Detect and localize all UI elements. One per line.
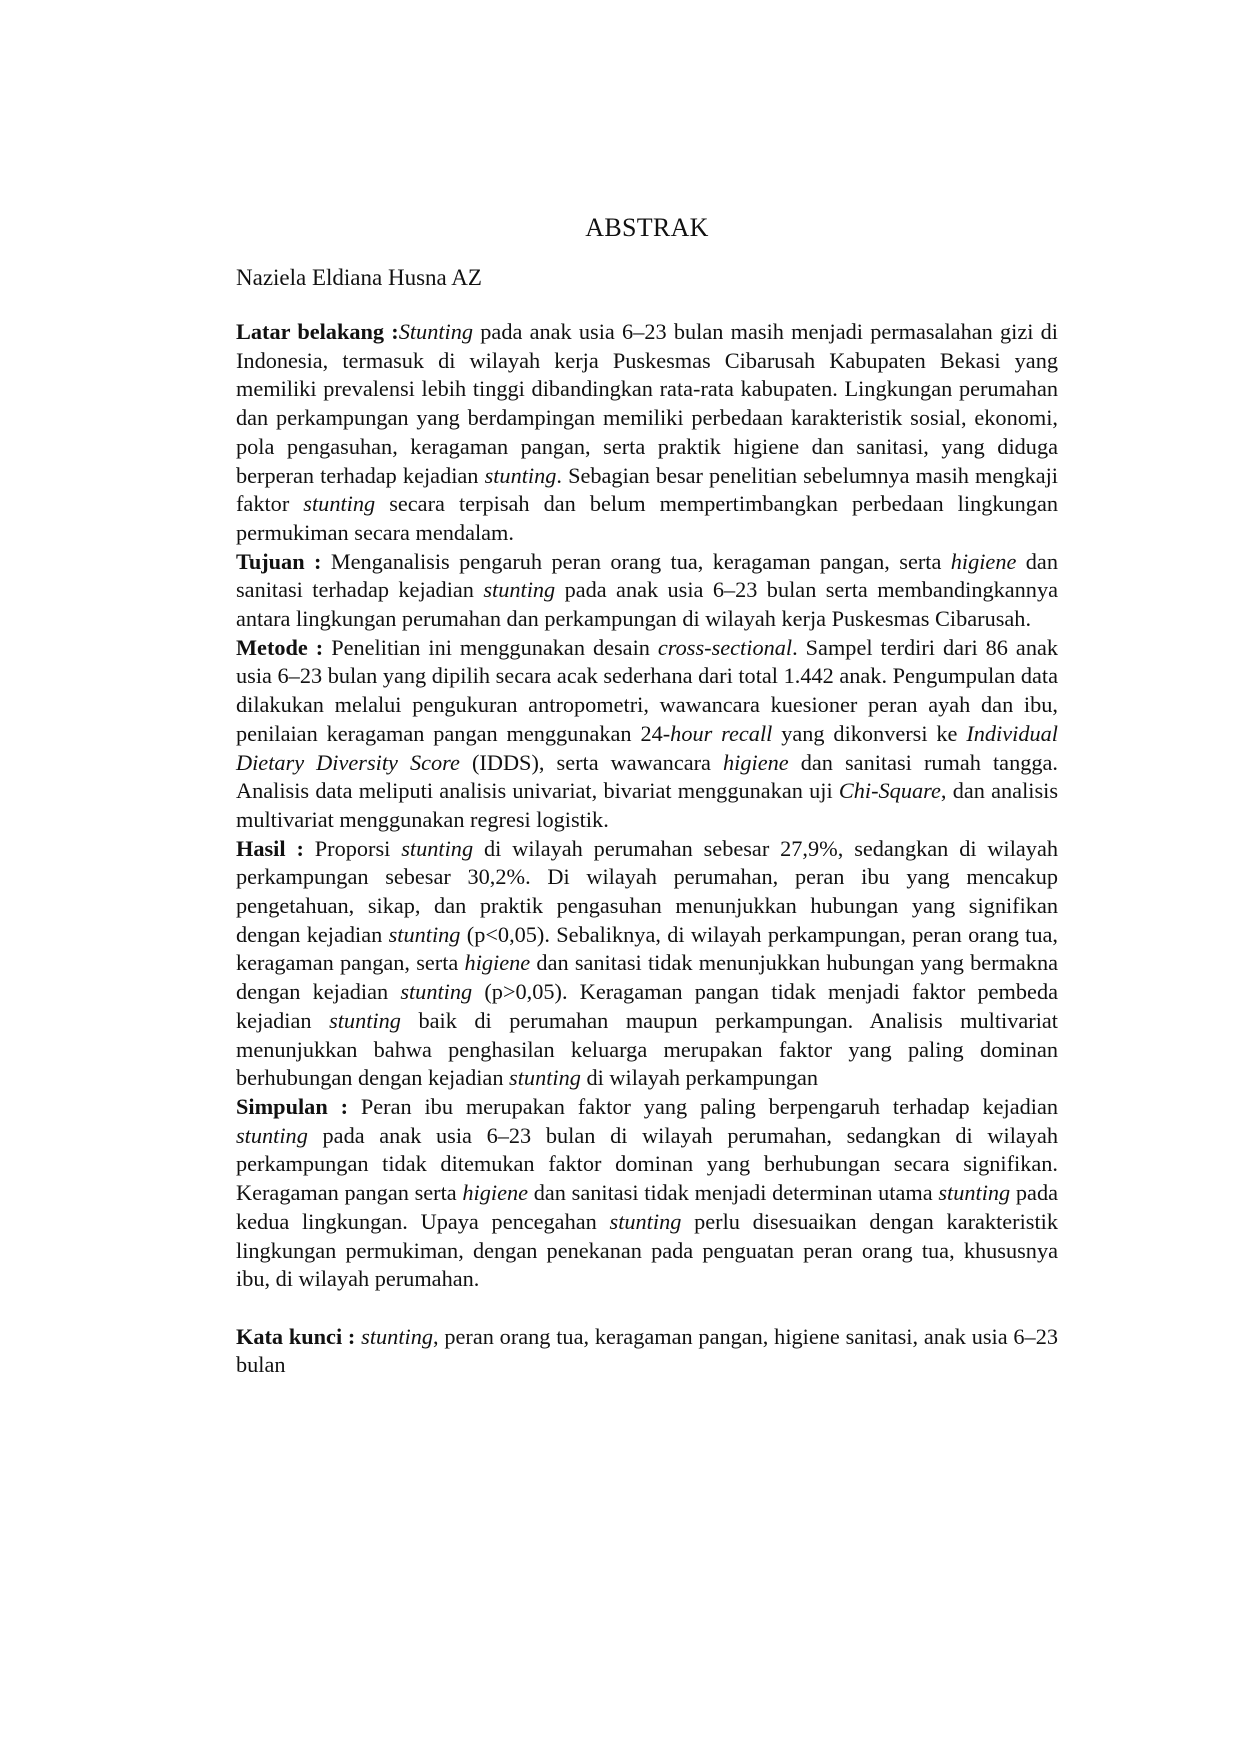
text-run: Penelitian ini menggunakan desain	[323, 634, 658, 660]
section-label: Hasil :	[236, 835, 304, 861]
text-run: (IDDS), serta wawancara	[459, 749, 724, 775]
section-method	[236, 634, 1058, 835]
section-text	[236, 549, 1058, 631]
italic-term: stunting	[388, 921, 461, 947]
text-run: (p<0,05). Sebaliknya, di wilayah perkampungan, peran orang tua, keragaman pangan, serta	[236, 921, 1058, 976]
section-label: Latar belakang :	[236, 319, 399, 344]
keywords-label: Kata kunci :	[236, 1323, 356, 1349]
author-name: Naziela Eldiana Husna AZ	[236, 265, 482, 290]
text-run: baik di perumahan maupun perkampungan. Analisis multivariat menunjukkan bahwa penghasilan keluarga merupakan faktor yang paling dominan berhubungan dengan kejadian	[236, 1007, 1058, 1091]
italic-term: stunting	[484, 462, 557, 488]
text-run: dan sanitasi tidak menjadi determinan utama	[528, 1180, 939, 1206]
section-objective	[236, 548, 1058, 634]
text-run: dan sanitasi terhadap kejadian	[236, 548, 1058, 603]
text-run: secara terpisah dan belum mempertimbangkan perbedaan lingkungan permukiman secara mendalam.	[236, 491, 1058, 545]
text-run: . Sebagian besar penelitian sebelumnya masih mengkaji faktor	[236, 462, 1058, 517]
italic-term: stunting	[609, 1208, 682, 1234]
italic-term: stunting	[401, 835, 474, 861]
italic-term: stunting	[329, 1007, 401, 1033]
italic-term: stunting	[509, 1065, 581, 1091]
italic-term: stunting	[938, 1180, 1011, 1206]
text-run: Menganalisis pengaruh peran orang tua, keragaman pangan, serta	[321, 548, 951, 574]
italic-term: hour recall	[670, 720, 773, 746]
text-run: di wilayah perkampungan	[580, 1065, 819, 1091]
text-run: Proporsi	[303, 835, 402, 861]
section-background	[236, 318, 1058, 548]
italic-term: higiene	[723, 749, 789, 775]
keywords-text	[236, 1324, 1058, 1378]
italic-term: stunting	[236, 1122, 308, 1148]
italic-term: Chi-Square	[838, 778, 941, 804]
text-run: , dan analisis multivariat menggunakan regresi logistik.	[236, 778, 1059, 832]
section-label: Metode :	[236, 634, 324, 660]
text-run: . Sampel terdiri dari 86 anak usia 6–23 bulan yang dipilih secara acak sederhana dari total 1.442 anak. Pengumpulan data dilakukan melalui pengukuran antropometri, wawancara kuesioner peran ayah dan ibu, penilaian keragaman pangan menggunakan 24-	[236, 634, 1059, 746]
text-run: dan sanitasi tidak menunjukkan hubungan yang bermakna dengan kejadian	[236, 950, 1058, 1005]
abstract-body	[236, 318, 1058, 1380]
section-label: Simpulan :	[236, 1093, 348, 1119]
section-label: Tujuan :	[236, 548, 322, 574]
text-run: , peran orang tua, keragaman pangan, higiene sanitasi, anak usia 6–23 bulan	[236, 1323, 1058, 1378]
section-results	[236, 835, 1058, 1093]
section-conclusion	[236, 1093, 1058, 1294]
italic-term: stunting	[303, 491, 376, 517]
italic-term: stunting	[361, 1323, 434, 1349]
text-run: di wilayah perumahan sebesar 27,9%, sedangkan di wilayah perkampungan sebesar 30,2%. Di wilayah perumahan, peran ibu yang mencakup pengetahuan, sikap, dan praktik pengasuhan menunjukkan hubungan yang signifikan dengan kejadian	[236, 835, 1059, 947]
italic-term: higiene	[462, 1180, 529, 1206]
italic-term: Stunting	[398, 319, 474, 344]
italic-term: stunting	[400, 979, 473, 1005]
text-run: pada anak usia 6–23 bulan masih menjadi permasalahan gizi di Indonesia, termasuk di wilayah kerja Puskesmas Cibarusah Kabupaten Bekasi yang memiliki prevalensi lebih tinggi dibandingkan rata-rata kabupaten. Lingkungan perumahan dan perkampungan yang berdampingan memiliki perbedaan karakteristik sosial, ekonomi, pola pengasuhan, keragaman pangan, serta praktik higiene dan sanitasi, yang diduga berperan terhadap kejadian	[236, 319, 1058, 488]
text-run: pada anak usia 6–23 bulan serta membandingkannya antara lingkungan perumahan dan perkampungan di wilayah kerja Puskesmas Cibarusah.	[236, 577, 1059, 632]
text-run: Peran ibu merupakan faktor yang paling berpengaruh terhadap kejadian	[348, 1093, 1059, 1119]
section-text	[236, 1094, 1058, 1291]
keywords	[236, 1323, 1058, 1380]
text-run: pada kedua lingkungan. Upaya pencegahan	[236, 1180, 1058, 1234]
text-run: dan sanitasi rumah tangga. Analisis data meliputi analisis univariat, bivariat menggunakan uji	[236, 749, 1058, 804]
text-run: yang dikonversi ke	[772, 720, 967, 746]
section-text	[236, 635, 1058, 832]
italic-term: Individual Dietary Diversity Score	[236, 720, 1058, 775]
section-text	[236, 319, 1058, 545]
page-title: ABSTRAK	[585, 213, 709, 242]
italic-term: cross-sectional	[657, 634, 793, 660]
text-run: perlu disesuaikan dengan karakteristik lingkungan permukiman, dengan penekanan pada penguatan peran orang tua, khususnya ibu, di wilayah perumahan.	[236, 1208, 1058, 1292]
text-run: pada anak usia 6–23 bulan di wilayah perumahan, sedangkan di wilayah perkampungan tidak ditemukan faktor dominan yang berhubungan secara signifikan. Keragaman pangan serta	[236, 1122, 1058, 1206]
italic-term: higiene	[950, 548, 1017, 574]
text-run: (p>0,05). Keragaman pangan tidak menjadi faktor pembeda kejadian	[236, 979, 1058, 1033]
italic-term: stunting	[483, 577, 556, 603]
section-text	[236, 836, 1058, 1091]
italic-term: higiene	[464, 950, 531, 976]
